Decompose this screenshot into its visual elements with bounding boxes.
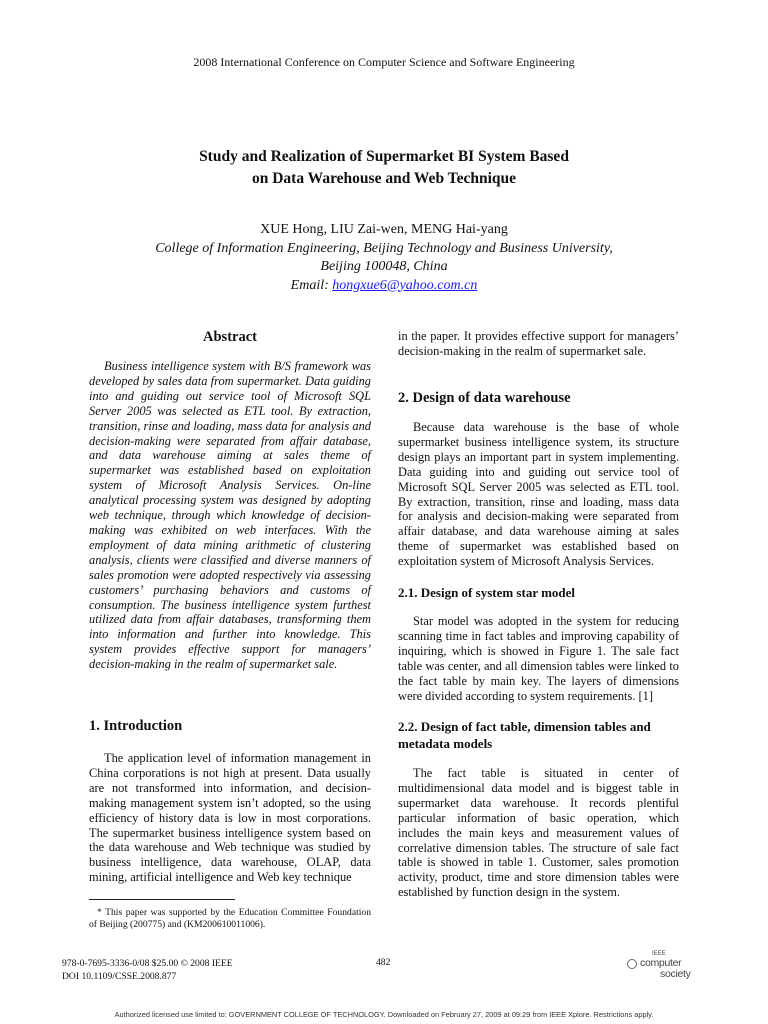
introduction-continued-paragraph: in the paper. It provides effective support for managers’ decision-making in the realm of supermarket sale. [398,329,679,358]
affiliation-line-1: College of Information Engineering, Beijing Technology and Business University, [155,240,613,256]
section2-paragraph: Because data warehouse is the base of whole supermarket business intelligence system, its structure design plays an important part in system implementing. Data guiding into and guiding out service tool of Microsoft SQL Server 2005 was selected as ETL tool. By extraction, transition, rinse and loading, mass data for analysis and decision-making were separated from affair database, and data warehouse aiming at sales theme of supermarket was established based on exploitation system of Microsoft Analysis Services. [398,420,679,569]
introduction-heading: 1. Introduction [89,718,183,734]
title-line-1: Study and Realization of Supermarket BI System Based [199,148,569,165]
footnote [89,907,371,931]
page-number: 482 [376,957,391,968]
isbn-line: 978-0-7695-3336-0/08 $25.00 © 2008 IEEE [62,958,233,969]
conference-header: 2008 International Conference on Computer Science and Software Engineering [193,55,575,69]
author-block [0,221,768,295]
section2-heading: 2. Design of data warehouse [398,390,571,406]
section22-text [398,766,679,900]
doi-line: DOI 10.1109/CSSE.2008.877 [62,971,177,982]
paper-title [100,146,668,190]
introduction-text [89,751,371,885]
email-link[interactable]: hongxue6@yahoo.com.cn [332,277,478,293]
ieee-computer-society-logo [626,951,696,981]
section22-paragraph: The fact table is situated in center of multidimensional data model and is biggest table in supermarket data warehouse. It records plentiful particular information of basic operation, which includes the main keys and measurement values of correlative dimension tables. The structure of sale fact table is showed in table 1. Customer, sales promotion activity, product, time and store dimension tables were established by function design in the system. [398,766,679,900]
section2-text [398,420,679,569]
email-line [0,277,768,296]
section21-paragraph: Star model was adopted in the system for reducing scanning time in fact tables and improving capability of inquiring, which is showed in Figure 1. The sale fact table was center, and all dimension tables were linked to the fact table by main key. The layers of dimensions were divided according to system requirements. [1] [398,614,679,703]
society-emblem-icon [627,959,637,969]
introduction-continued [398,329,679,359]
author-names: XUE Hong, LIU Zai-wen, MENG Hai-yang [260,222,508,237]
abstract-heading: Abstract [203,329,257,345]
logo-society-text: society [660,968,691,980]
email-label: Email: [290,277,333,293]
section21-heading: 2.1. Design of system star model [398,585,576,600]
footnote-text: * This paper was supported by the Education Committee Foundation of Beijing (200775) and (KM200610011006). [89,907,371,930]
abstract-paragraph: Business intelligence system with B/S framework was developed by sales data from supermarket. Data guiding into and guiding out service tool of Microsoft SQL Server 2005 was selected as ETL tool. By extraction, transition, rinse and loading, mass data for analysis and decision-making were separated from affair database, and data warehouse aiming at sales theme of supermarket was established based on exploitation system of Microsoft Analysis Services. On-line analytical processing system was designed by adopting web technique, through which knowledge of decision-making was exhibited on web interfaces. With the employment of data mining arithmetic of clustering analysis, clients were classified and diverse manners of sales promotion were adopted respectively via assessing customers’ purchasing behaviors and customs of consumption. The business intelligence system furthest utilized data from affair databases, transforming them into information and further into knowledge. This system provides effective support for managers’ decision-making in the realm of supermarket sale. [89,359,371,672]
introduction-paragraph: The application level of information management in China corporations is not high at present. Data usually are not transformed into information, and decision-making management system isn’t adopted, so the using efficiency of history data is low in most corporations. The supermarket business intelligence system based on the data warehouse and Web technique was studied by business intelligence, data warehouse, OLAP, data mining, artificial intelligence and Web key technique [89,751,371,885]
title-line-2: on Data Warehouse and Web Technique [251,170,516,187]
logo-computer-text: computer [640,957,682,969]
section21-text [398,614,679,703]
publication-info [62,957,233,983]
section22-heading: 2.2. Design of fact table, dimension tables and metadata models [398,719,651,751]
affiliation-line-2: Beijing 100048, China [320,259,448,274]
footnote-divider [89,899,235,900]
logo-ieee-text: IEEE [652,951,666,957]
abstract-text [89,359,371,672]
license-notice: Authorized licensed use limited to: GOVERNMENT COLLEGE OF TECHNOLOGY. Downloaded on February 27, 2009 at 09:29 from IEEE Xplore. Restrictions apply. [114,1010,654,1019]
